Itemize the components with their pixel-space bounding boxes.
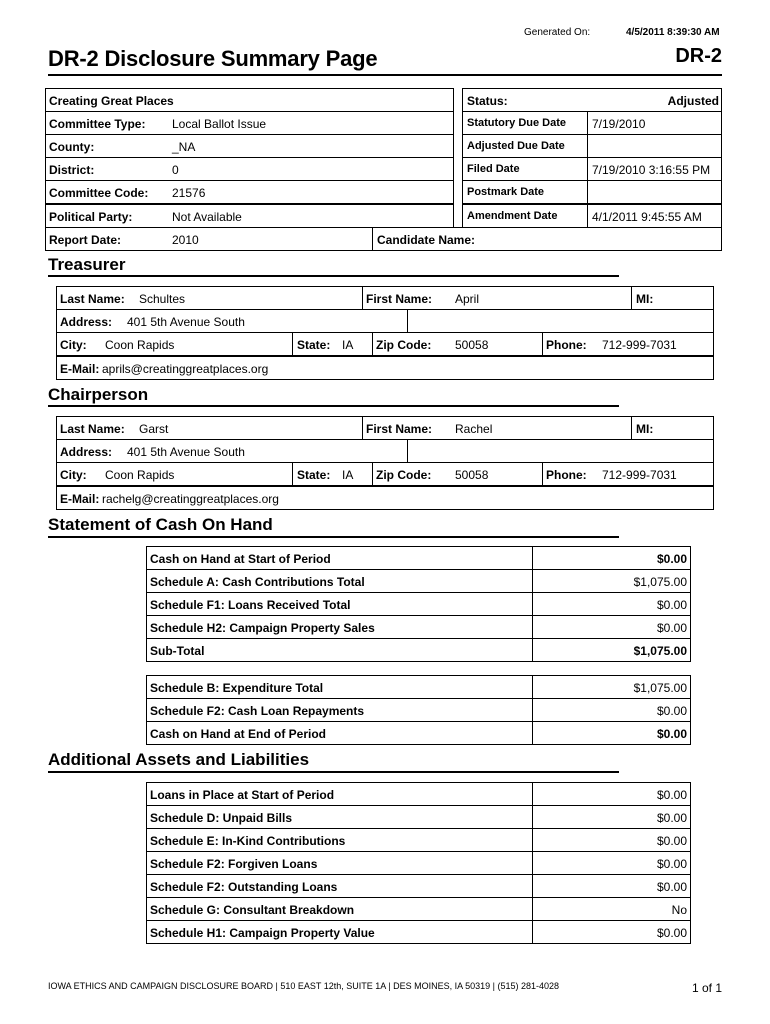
cash-row-value: $0.00 [656, 552, 687, 566]
phone-value: 712-999-7031 [602, 468, 677, 482]
cash-row-label: Schedule A: Cash Contributions Total [150, 575, 365, 589]
status-row-label-cell [462, 157, 588, 181]
cash-row-value-cell [532, 615, 691, 639]
asset-row-value: $0.00 [656, 834, 687, 848]
status-row-value-cell [587, 180, 722, 204]
zip-value: 50058 [455, 468, 489, 482]
status-row-value-cell [587, 111, 722, 135]
state-value: IA [342, 468, 354, 482]
email-label: E-Mail: [60, 492, 100, 506]
address-label: Address: [60, 315, 113, 329]
asset-row-label: Loans in Place at Start of Period [150, 788, 335, 802]
title-rule [48, 74, 722, 76]
committee-row-value: 2010 [172, 233, 199, 247]
asset-row-label: Schedule D: Unpaid Bills [150, 811, 293, 825]
asset-row-label: Schedule F2: Forgiven Loans [150, 857, 318, 871]
asset-row-value: $0.00 [656, 926, 687, 940]
chairperson-heading: Chairperson [48, 385, 149, 404]
cash-row-value-cell [532, 638, 691, 662]
cash-row-label-cell [146, 675, 533, 699]
mi-label: MI: [636, 292, 654, 306]
chairperson-state-cell [292, 462, 373, 486]
treasurer-state-cell [292, 332, 373, 356]
cash-row-label: Schedule H2: Campaign Property Sales [150, 621, 375, 635]
asset-row-label: Schedule H1: Campaign Property Value [150, 926, 375, 940]
asset-row-label-cell [146, 874, 533, 898]
generated-value: 4/5/2011 8:39:30 AM [626, 27, 720, 38]
asset-row-label: Schedule F2: Outstanding Loans [150, 880, 338, 894]
asset-row-value: $0.00 [656, 880, 687, 894]
treasurer-heading-rule [48, 275, 619, 277]
chairperson-zip-cell [372, 462, 543, 486]
zip-label: Zip Code: [376, 338, 432, 352]
asset-row-value-cell [532, 805, 691, 829]
chairperson-mi-cell [631, 416, 714, 440]
first-name-label: First Name: [366, 422, 433, 436]
state-label: State: [297, 338, 331, 352]
candidate-name-label: Candidate Name: [377, 233, 476, 247]
assets-heading: Additional Assets and Liabilities [48, 750, 310, 769]
email-label: E-Mail: [60, 362, 100, 376]
generated-label: Generated On: [524, 27, 591, 38]
asset-row-value-cell [532, 782, 691, 806]
status-row-value-cell [587, 134, 722, 158]
last-name-label: Last Name: [60, 292, 125, 306]
page-title: DR-2 Disclosure Summary Page [48, 46, 378, 71]
footer-text: IOWA ETHICS AND CAMPAIGN DISCLOSURE BOARD | 510 EAST 12th, SUITE 1A | DES MOINES, IA 50319 | (515) 281-4028 [48, 981, 560, 991]
committee-row-label: District: [49, 163, 95, 177]
committee-row [45, 204, 454, 228]
treasurer-address-cell [56, 309, 408, 333]
committee-row-value: Not Available [172, 210, 242, 224]
treasurer-heading: Treasurer [48, 255, 126, 274]
committee-row-value: 21576 [172, 186, 206, 200]
cash-row-value-cell [532, 546, 691, 570]
cash-row-value-cell [532, 569, 691, 593]
last-name-value: Schultes [139, 292, 186, 306]
treasurer-last-name-cell [56, 286, 363, 310]
asset-row-label: Schedule G: Consultant Breakdown [150, 903, 355, 917]
chairperson-heading-rule [48, 405, 619, 407]
status-row-label-cell [462, 111, 588, 135]
zip-value: 50058 [455, 338, 489, 352]
status-row-label: Amendment Date [467, 210, 558, 222]
chairperson-phone-cell [542, 462, 714, 486]
cash-heading-rule [48, 536, 619, 538]
chairperson-first-name-cell [362, 416, 632, 440]
first-name-value: April [455, 292, 480, 306]
candidate-name-cell [372, 227, 722, 251]
status-row-label-cell [462, 204, 588, 228]
cash-row-label: Cash on Hand at Start of Period [150, 552, 331, 566]
cash-row-label: Schedule B: Expenditure Total [150, 681, 324, 695]
cash-row-value: $0.00 [656, 727, 687, 741]
asset-row-value: $0.00 [656, 811, 687, 825]
status-row-label-cell [462, 134, 588, 158]
status-row-label: Postmark Date [467, 186, 545, 198]
form-code: DR-2 [675, 45, 722, 67]
cash-row-label: Sub-Total [150, 644, 205, 658]
mi-label: MI: [636, 422, 654, 436]
status-row-value: 7/19/2010 [592, 117, 646, 131]
cash-row-label: Schedule F2: Cash Loan Repayments [150, 704, 365, 718]
cash-row-value-cell [532, 721, 691, 745]
cash-row-label-cell [146, 546, 533, 570]
asset-row-label-cell [146, 782, 533, 806]
state-label: State: [297, 468, 331, 482]
status-row-label: Statutory Due Date [467, 117, 567, 129]
committee-row [45, 111, 454, 135]
asset-row-value: No [671, 903, 687, 917]
city-value: Coon Rapids [105, 338, 175, 352]
zip-label: Zip Code: [376, 468, 432, 482]
asset-row-value-cell [532, 920, 691, 944]
status-row-label: Filed Date [467, 163, 520, 175]
cash-row-label-cell [146, 638, 533, 662]
cash-row-value: $0.00 [656, 621, 687, 635]
committee-name: Creating Great Places [49, 94, 174, 108]
committee-row-label: Political Party: [49, 210, 133, 224]
email-value[interactable]: rachelg@creatinggreatplaces.org [102, 492, 279, 506]
cash-row-value: $1,075.00 [633, 681, 687, 695]
status-label: Status: [467, 94, 508, 108]
asset-row-value-cell [532, 851, 691, 875]
phone-label: Phone: [546, 468, 587, 482]
city-label: City: [60, 338, 87, 352]
committee-row [45, 157, 454, 181]
asset-row-value-cell [532, 897, 691, 921]
asset-row-value: $0.00 [656, 857, 687, 871]
cash-row-label-cell [146, 698, 533, 722]
cash-row-value: $1,075.00 [633, 575, 687, 589]
status-row-value: 4/1/2011 9:45:55 AM [592, 210, 702, 224]
committee-row [45, 134, 454, 158]
cash-row-label: Cash on Hand at End of Period [150, 727, 327, 741]
asset-row-label-cell [146, 851, 533, 875]
cash-row-label-cell [146, 721, 533, 745]
treasurer-city-cell [56, 332, 293, 356]
treasurer-phone-cell [542, 332, 714, 356]
city-value: Coon Rapids [105, 468, 175, 482]
committee-row-value: _NA [172, 140, 196, 154]
last-name-value: Garst [139, 422, 169, 436]
committee-row-value: Local Ballot Issue [172, 117, 267, 131]
cash-row-label-cell [146, 592, 533, 616]
address-label: Address: [60, 445, 113, 459]
chairperson-last-name-cell [56, 416, 363, 440]
chairperson-address-blank-cell [407, 439, 714, 463]
asset-row-label-cell [146, 828, 533, 852]
status-row-value: 7/19/2010 3:16:55 PM [592, 163, 711, 177]
state-value: IA [342, 338, 354, 352]
committee-row-label: Report Date: [49, 233, 122, 247]
phone-value: 712-999-7031 [602, 338, 677, 352]
cash-row-value-cell [532, 698, 691, 722]
treasurer-zip-cell [372, 332, 543, 356]
committee-name-cell [45, 88, 454, 112]
status-row-label-cell [462, 180, 588, 204]
cash-row-value: $0.00 [656, 704, 687, 718]
last-name-label: Last Name: [60, 422, 125, 436]
cash-heading: Statement of Cash On Hand [48, 515, 273, 534]
committee-row [45, 180, 454, 204]
committee-row-value: 0 [172, 163, 179, 177]
status-cell [462, 88, 722, 112]
address-value: 401 5th Avenue South [127, 445, 245, 459]
chairperson-address-cell [56, 439, 408, 463]
status-value: Adjusted [667, 94, 719, 108]
address-value: 401 5th Avenue South [127, 315, 245, 329]
cash-row-value: $1,075.00 [633, 644, 687, 658]
committee-row-label: Committee Type: [49, 117, 146, 131]
committee-row [45, 227, 373, 251]
page-number: 1 of 1 [691, 981, 722, 995]
cash-row-label: Schedule F1: Loans Received Total [150, 598, 351, 612]
first-name-value: Rachel [455, 422, 493, 436]
treasurer-first-name-cell [362, 286, 632, 310]
treasurer-address-blank-cell [407, 309, 714, 333]
first-name-label: First Name: [366, 292, 433, 306]
committee-row-label: Committee Code: [49, 186, 149, 200]
treasurer-mi-cell [631, 286, 714, 310]
chairperson-email-cell [56, 486, 714, 510]
asset-row-label: Schedule E: In-Kind Contributions [150, 834, 346, 848]
cash-row-label-cell [146, 569, 533, 593]
status-row-value-cell [587, 157, 722, 181]
status-row-value-cell [587, 204, 722, 228]
cash-row-label-cell [146, 615, 533, 639]
chairperson-city-cell [56, 462, 293, 486]
email-value[interactable]: aprils@creatinggreatplaces.org [102, 362, 269, 376]
committee-row-label: County: [49, 140, 95, 154]
phone-label: Phone: [546, 338, 587, 352]
city-label: City: [60, 468, 87, 482]
cash-row-value: $0.00 [656, 598, 687, 612]
asset-row-label-cell [146, 897, 533, 921]
treasurer-email-cell [56, 356, 714, 380]
asset-row-value-cell [532, 828, 691, 852]
asset-row-label-cell [146, 805, 533, 829]
status-row-label: Adjusted Due Date [467, 140, 565, 152]
asset-row-value-cell [532, 874, 691, 898]
asset-row-label-cell [146, 920, 533, 944]
assets-heading-rule [48, 771, 619, 773]
cash-row-value-cell [532, 592, 691, 616]
asset-row-value: $0.00 [656, 788, 687, 802]
cash-row-value-cell [532, 675, 691, 699]
